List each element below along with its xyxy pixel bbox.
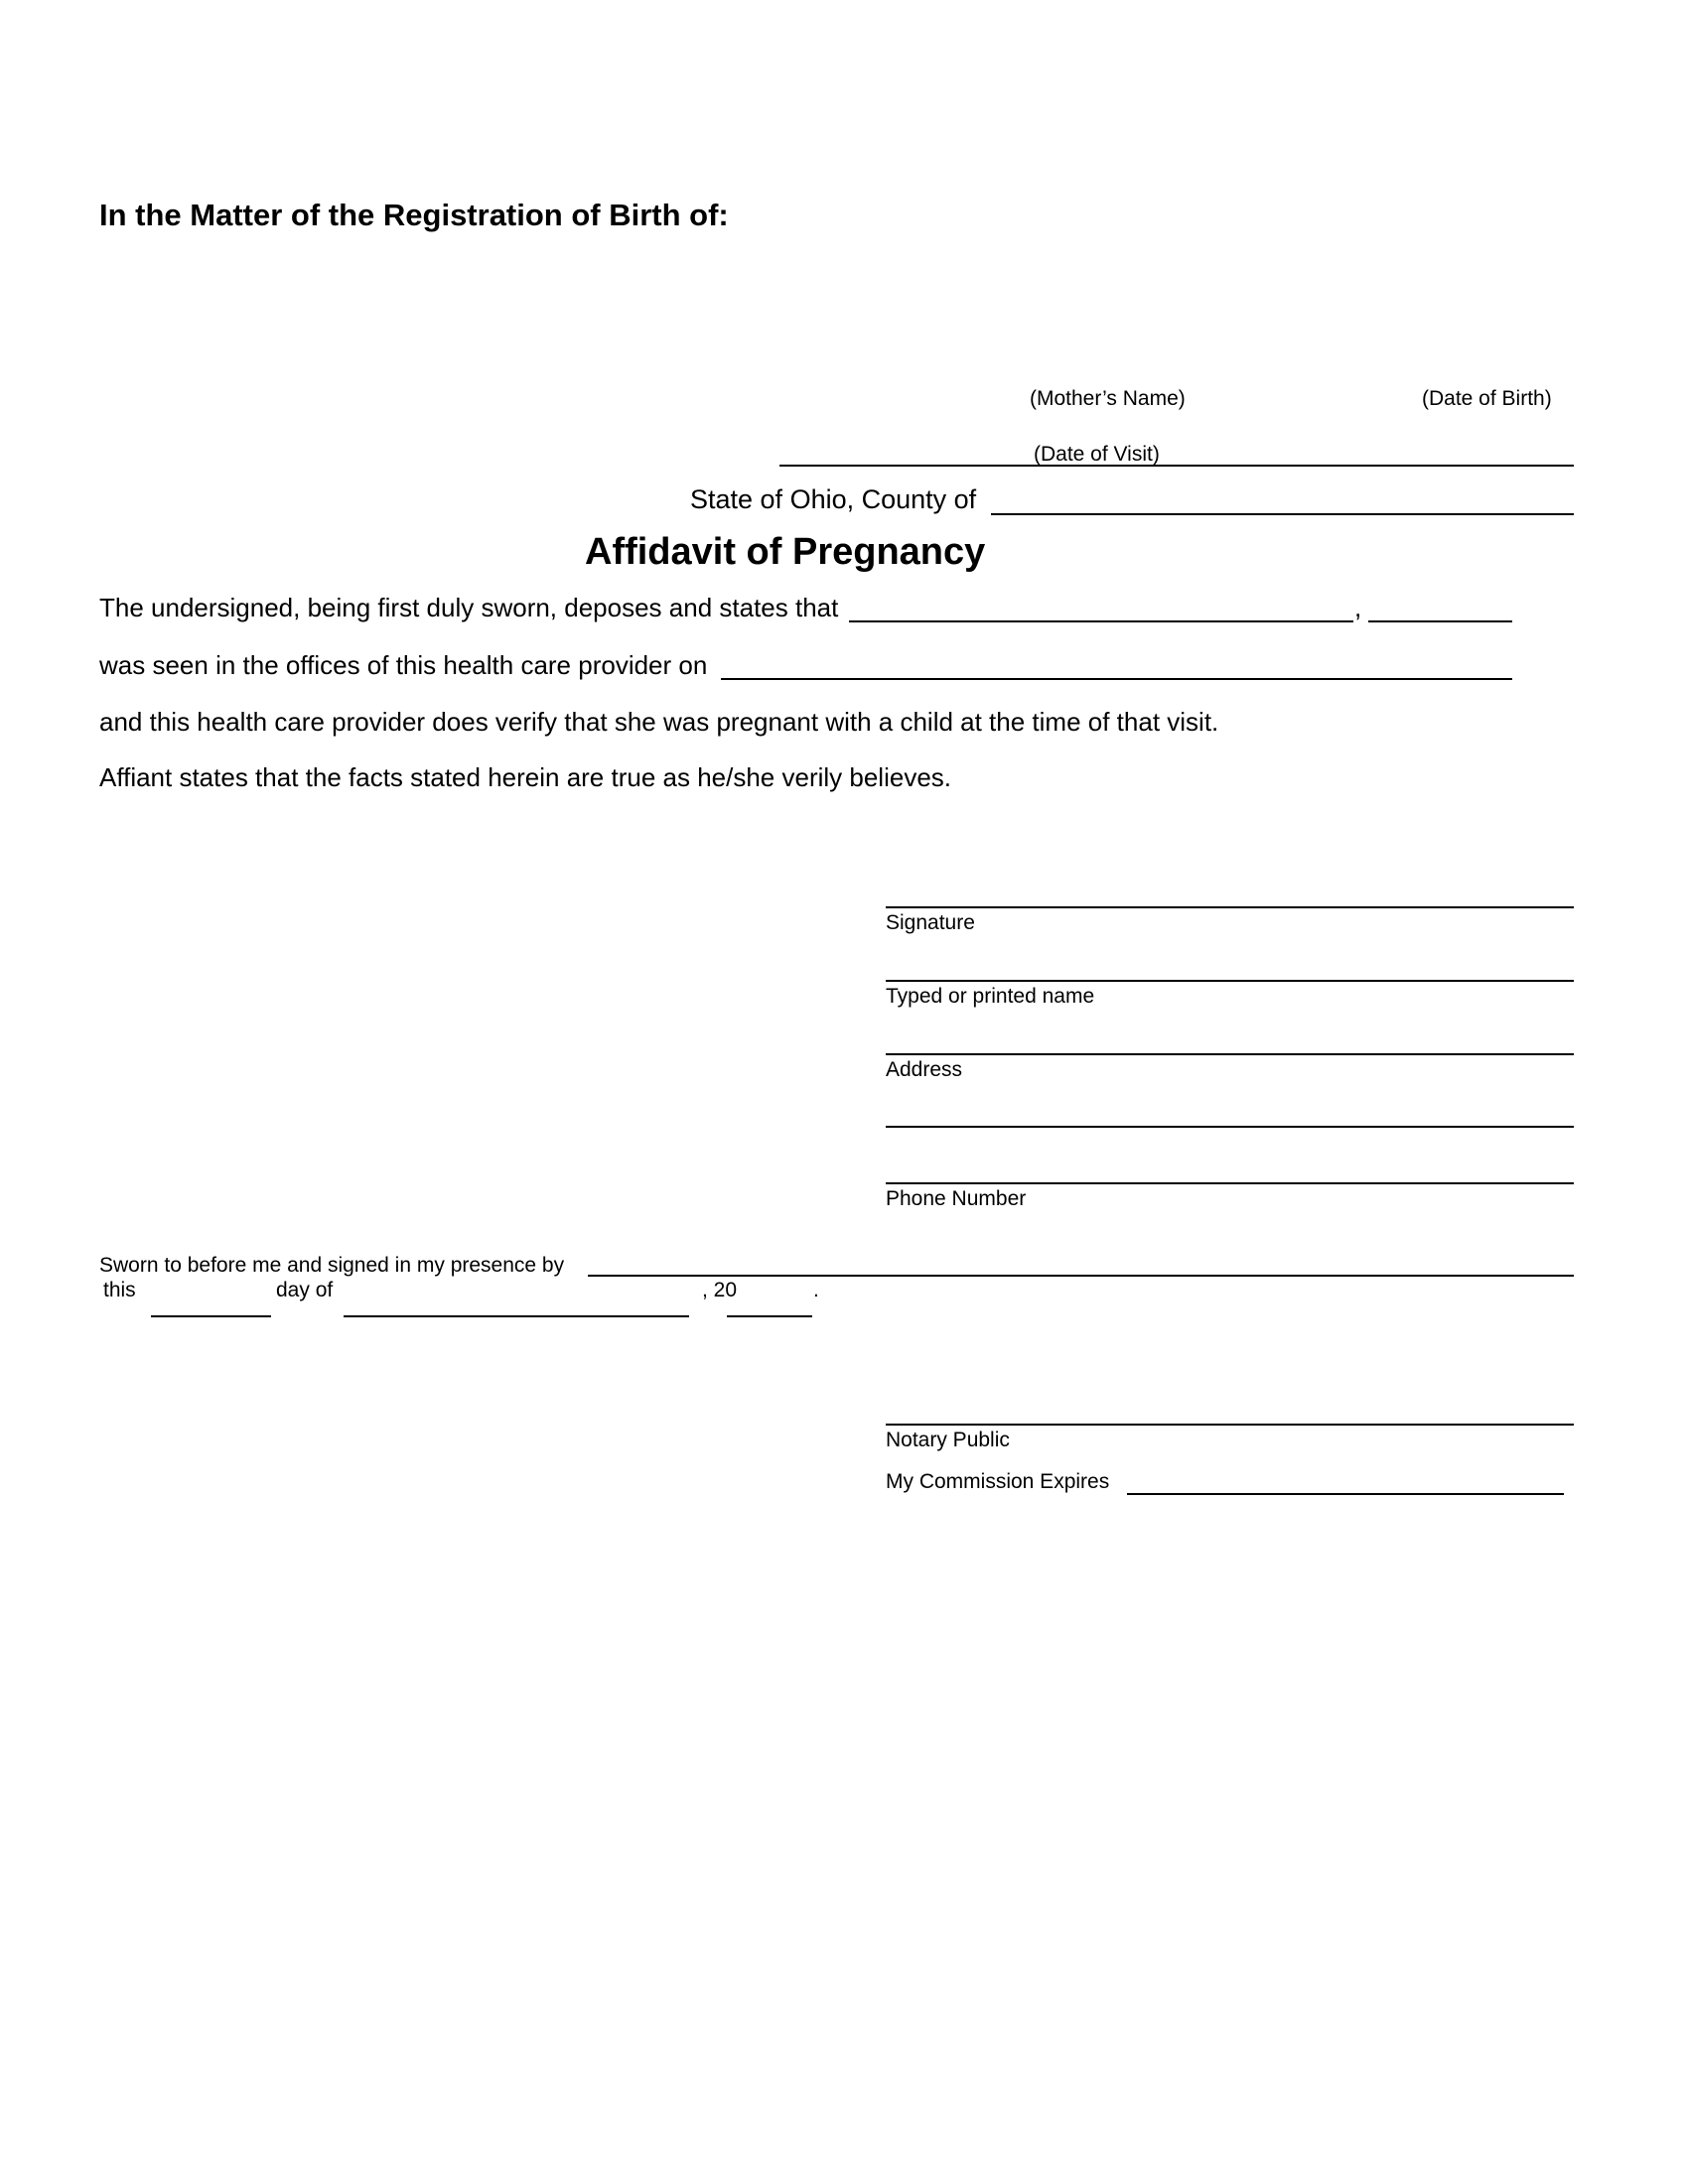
- state-county-label: State of Ohio, County of: [690, 484, 977, 514]
- paragraph-line-1: The undersigned, being first duly sworn, deposes and states that: [99, 593, 839, 622]
- signature-label: Signature: [886, 911, 975, 934]
- paragraph-line-4: Affiant states that the facts stated herein are true as he/she verily believes.: [99, 762, 951, 792]
- date-of-birth-label: (Date of Birth): [1422, 387, 1552, 410]
- typed-name-label: Typed or printed name: [886, 985, 1095, 1008]
- phone-line[interactable]: [886, 1182, 1574, 1184]
- signature-line[interactable]: [886, 906, 1574, 908]
- date-of-visit-label: (Date of Visit): [1034, 443, 1160, 466]
- paragraph-line-2: was seen in the offices of this health care provider on: [99, 650, 708, 680]
- year-line[interactable]: [727, 1315, 812, 1317]
- visit-date-field-line[interactable]: [721, 678, 1512, 680]
- address-line-1[interactable]: [886, 1053, 1574, 1055]
- commission-expires-line[interactable]: [1127, 1493, 1564, 1495]
- date-of-birth-field-line[interactable]: [1368, 620, 1512, 622]
- sworn-day-of-label: day of: [276, 1279, 334, 1301]
- sworn-by-line[interactable]: [588, 1275, 1574, 1277]
- address-line-2[interactable]: [886, 1126, 1574, 1128]
- day-number-line[interactable]: [151, 1315, 271, 1317]
- notary-signature-line[interactable]: [886, 1424, 1574, 1426]
- sworn-year-prefix: , 20: [702, 1279, 738, 1301]
- typed-name-line[interactable]: [886, 980, 1574, 982]
- date-of-visit-line[interactable]: [779, 465, 1574, 467]
- county-line[interactable]: [991, 513, 1574, 515]
- document-title: Affidavit of Pregnancy: [585, 531, 986, 573]
- month-line[interactable]: [344, 1315, 689, 1317]
- notary-public-label: Notary Public: [886, 1429, 1010, 1451]
- mother-name-field-line[interactable]: [849, 620, 1353, 622]
- phone-label: Phone Number: [886, 1187, 1027, 1210]
- commission-expires-label: My Commission Expires: [886, 1470, 1110, 1493]
- sworn-this-label: this: [103, 1279, 136, 1301]
- page-heading: In the Matter of the Registration of Birth of:: [99, 198, 729, 232]
- paragraph-comma: ,: [1354, 593, 1362, 622]
- mothers-name-label: (Mother’s Name): [1030, 387, 1186, 410]
- sworn-period: .: [813, 1279, 819, 1301]
- address-label: Address: [886, 1058, 963, 1081]
- sworn-text: Sworn to before me and signed in my presence by: [99, 1254, 565, 1277]
- paragraph-line-3: and this health care provider does verify that she was pregnant with a child at the time of that visit.: [99, 707, 1219, 737]
